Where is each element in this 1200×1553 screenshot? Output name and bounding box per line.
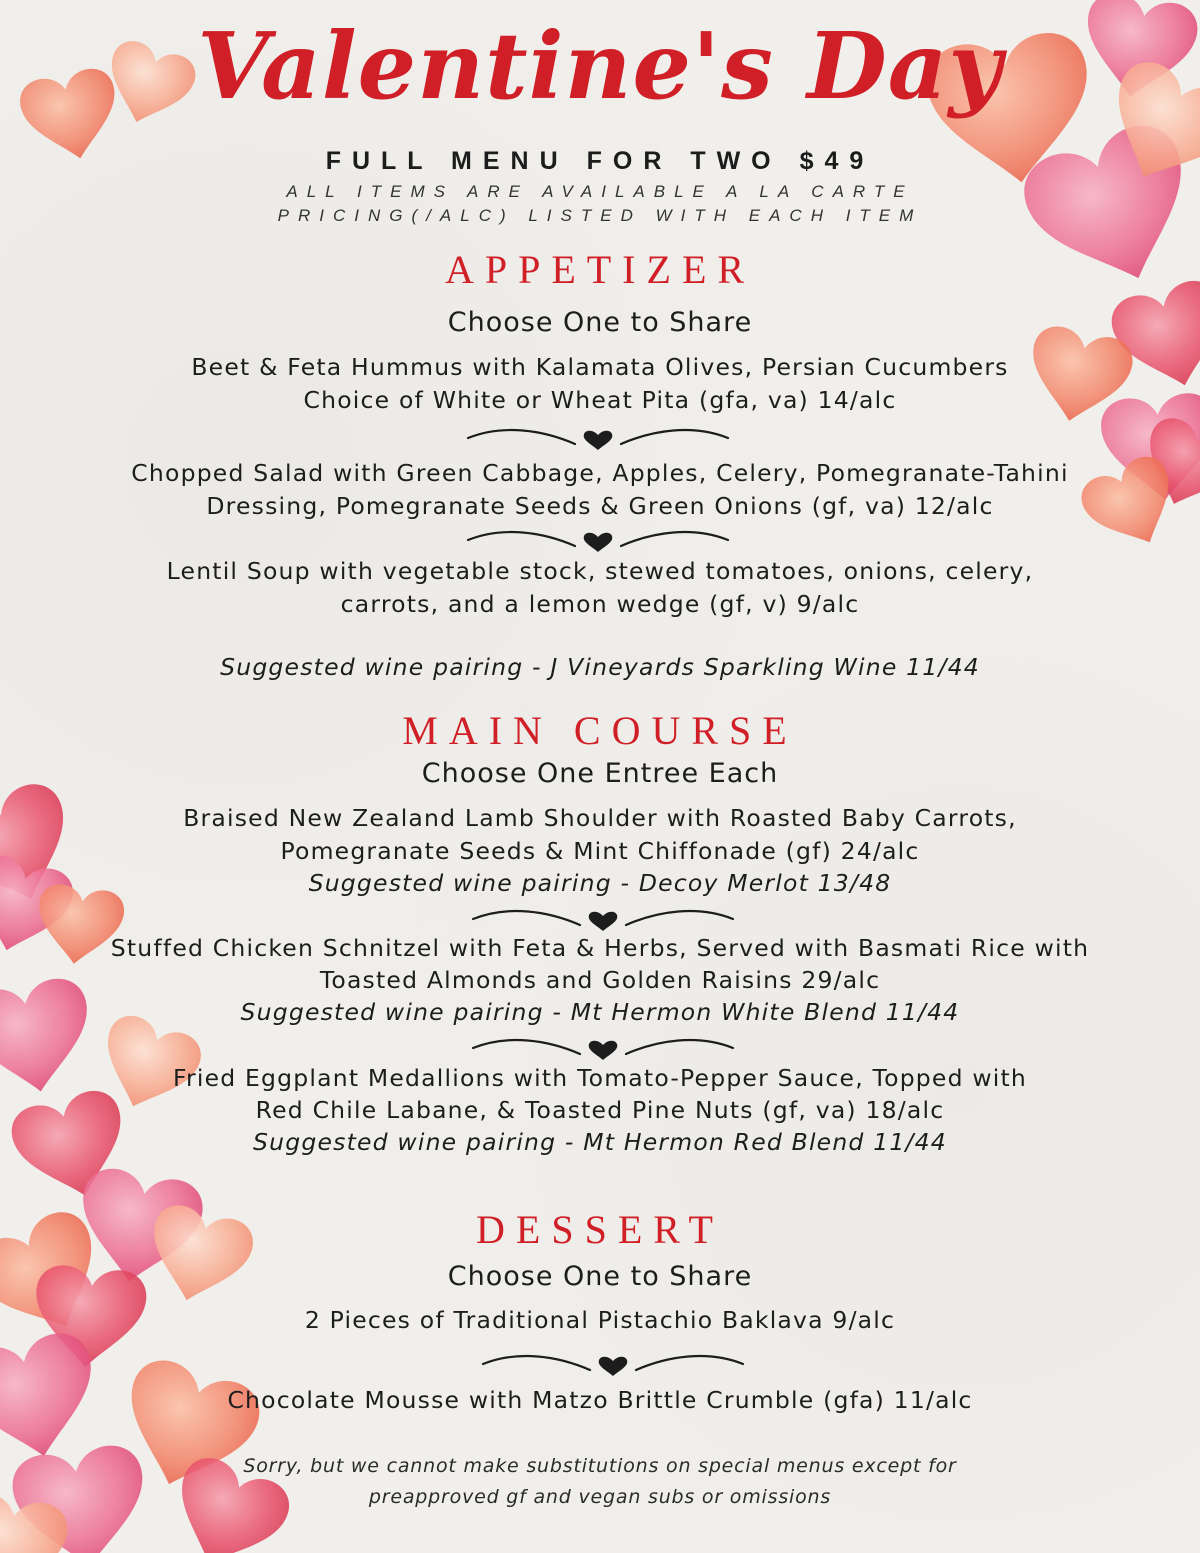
main-item-3-wine: Suggested wine pairing - Mt Hermon Red Blend 11/44: [253, 1128, 947, 1156]
appetizer-item-3-line-2: carrots, and a lemon wedge (gf, v) 9/alc: [340, 590, 860, 618]
heart-divider-icon: [468, 1032, 738, 1064]
appetizer-item-2-line-2: Dressing, Pomegranate Seeds & Green Onions (gf, va) 12/alc: [206, 492, 994, 520]
appetizer-choose: Choose One to Share: [447, 307, 753, 338]
substitution-note-line-1: Sorry, but we cannot make substitutions on special menus except for: [243, 1455, 957, 1477]
substitution-note-line-2: preapproved gf and vegan subs or omissions: [368, 1486, 832, 1508]
main-item-2-line-1: Stuffed Chicken Schnitzel with Feta & Herbs, Served with Basmati Rice with: [110, 934, 1090, 962]
menu-title: Valentine's Day: [197, 12, 1003, 120]
main-item-1-wine: Suggested wine pairing - Decoy Merlot 13/48: [308, 869, 892, 897]
alacarte-note: ALL ITEMS ARE AVAILABLE A LA CARTE: [286, 182, 914, 201]
dessert-choose: Choose One to Share: [447, 1261, 753, 1292]
main-item-3-line-2: Red Chile Labane, & Toasted Pine Nuts (gf, va) 18/alc: [255, 1096, 945, 1124]
dessert-item-1: 2 Pieces of Traditional Pistachio Baklava 9/alc: [304, 1306, 896, 1334]
appetizer-wine-pairing: Suggested wine pairing - J Vineyards Sparkling Wine 11/44: [220, 653, 980, 681]
appetizer-item-3-line-1: Lentil Soup with vegetable stock, stewed tomatoes, onions, celery,: [166, 557, 1034, 585]
main-item-2-line-2: Toasted Almonds and Golden Raisins 29/alc: [319, 966, 881, 994]
pricing-note: PRICING(/ALC) LISTED WITH EACH ITEM: [277, 206, 923, 225]
appetizer-item-1-line-2: Choice of White or Wheat Pita (gfa, va) 14/alc: [303, 386, 897, 414]
heart-divider-icon: [468, 903, 738, 935]
main-course-heading: MAIN COURSE: [402, 708, 798, 753]
main-item-3-line-1: Fried Eggplant Medallions with Tomato-Pepper Sauce, Topped with: [172, 1064, 1028, 1092]
main-item-2-wine: Suggested wine pairing - Mt Hermon White Blend 11/44: [240, 998, 960, 1026]
main-course-choose: Choose One Entree Each: [421, 758, 779, 789]
dessert-item-2: Chocolate Mousse with Matzo Brittle Crumble (gfa) 11/alc: [227, 1386, 973, 1414]
heart-divider-icon: [478, 1348, 748, 1380]
menu-tagline: FULL MENU FOR TWO $49: [325, 147, 875, 175]
heart-divider-icon: [463, 524, 733, 556]
main-item-1-line-1: Braised New Zealand Lamb Shoulder with Roasted Baby Carrots,: [183, 804, 1017, 832]
main-item-1-line-2: Pomegranate Seeds & Mint Chiffonade (gf) 24/alc: [280, 837, 920, 865]
dessert-heading: DESSERT: [476, 1207, 724, 1252]
heart-divider-icon: [463, 422, 733, 454]
appetizer-item-2-line-1: Chopped Salad with Green Cabbage, Apples, Celery, Pomegranate-Tahini: [131, 459, 1069, 487]
appetizer-item-1-line-1: Beet & Feta Hummus with Kalamata Olives, Persian Cucumbers: [191, 353, 1009, 381]
appetizer-heading: APPETIZER: [444, 247, 756, 292]
